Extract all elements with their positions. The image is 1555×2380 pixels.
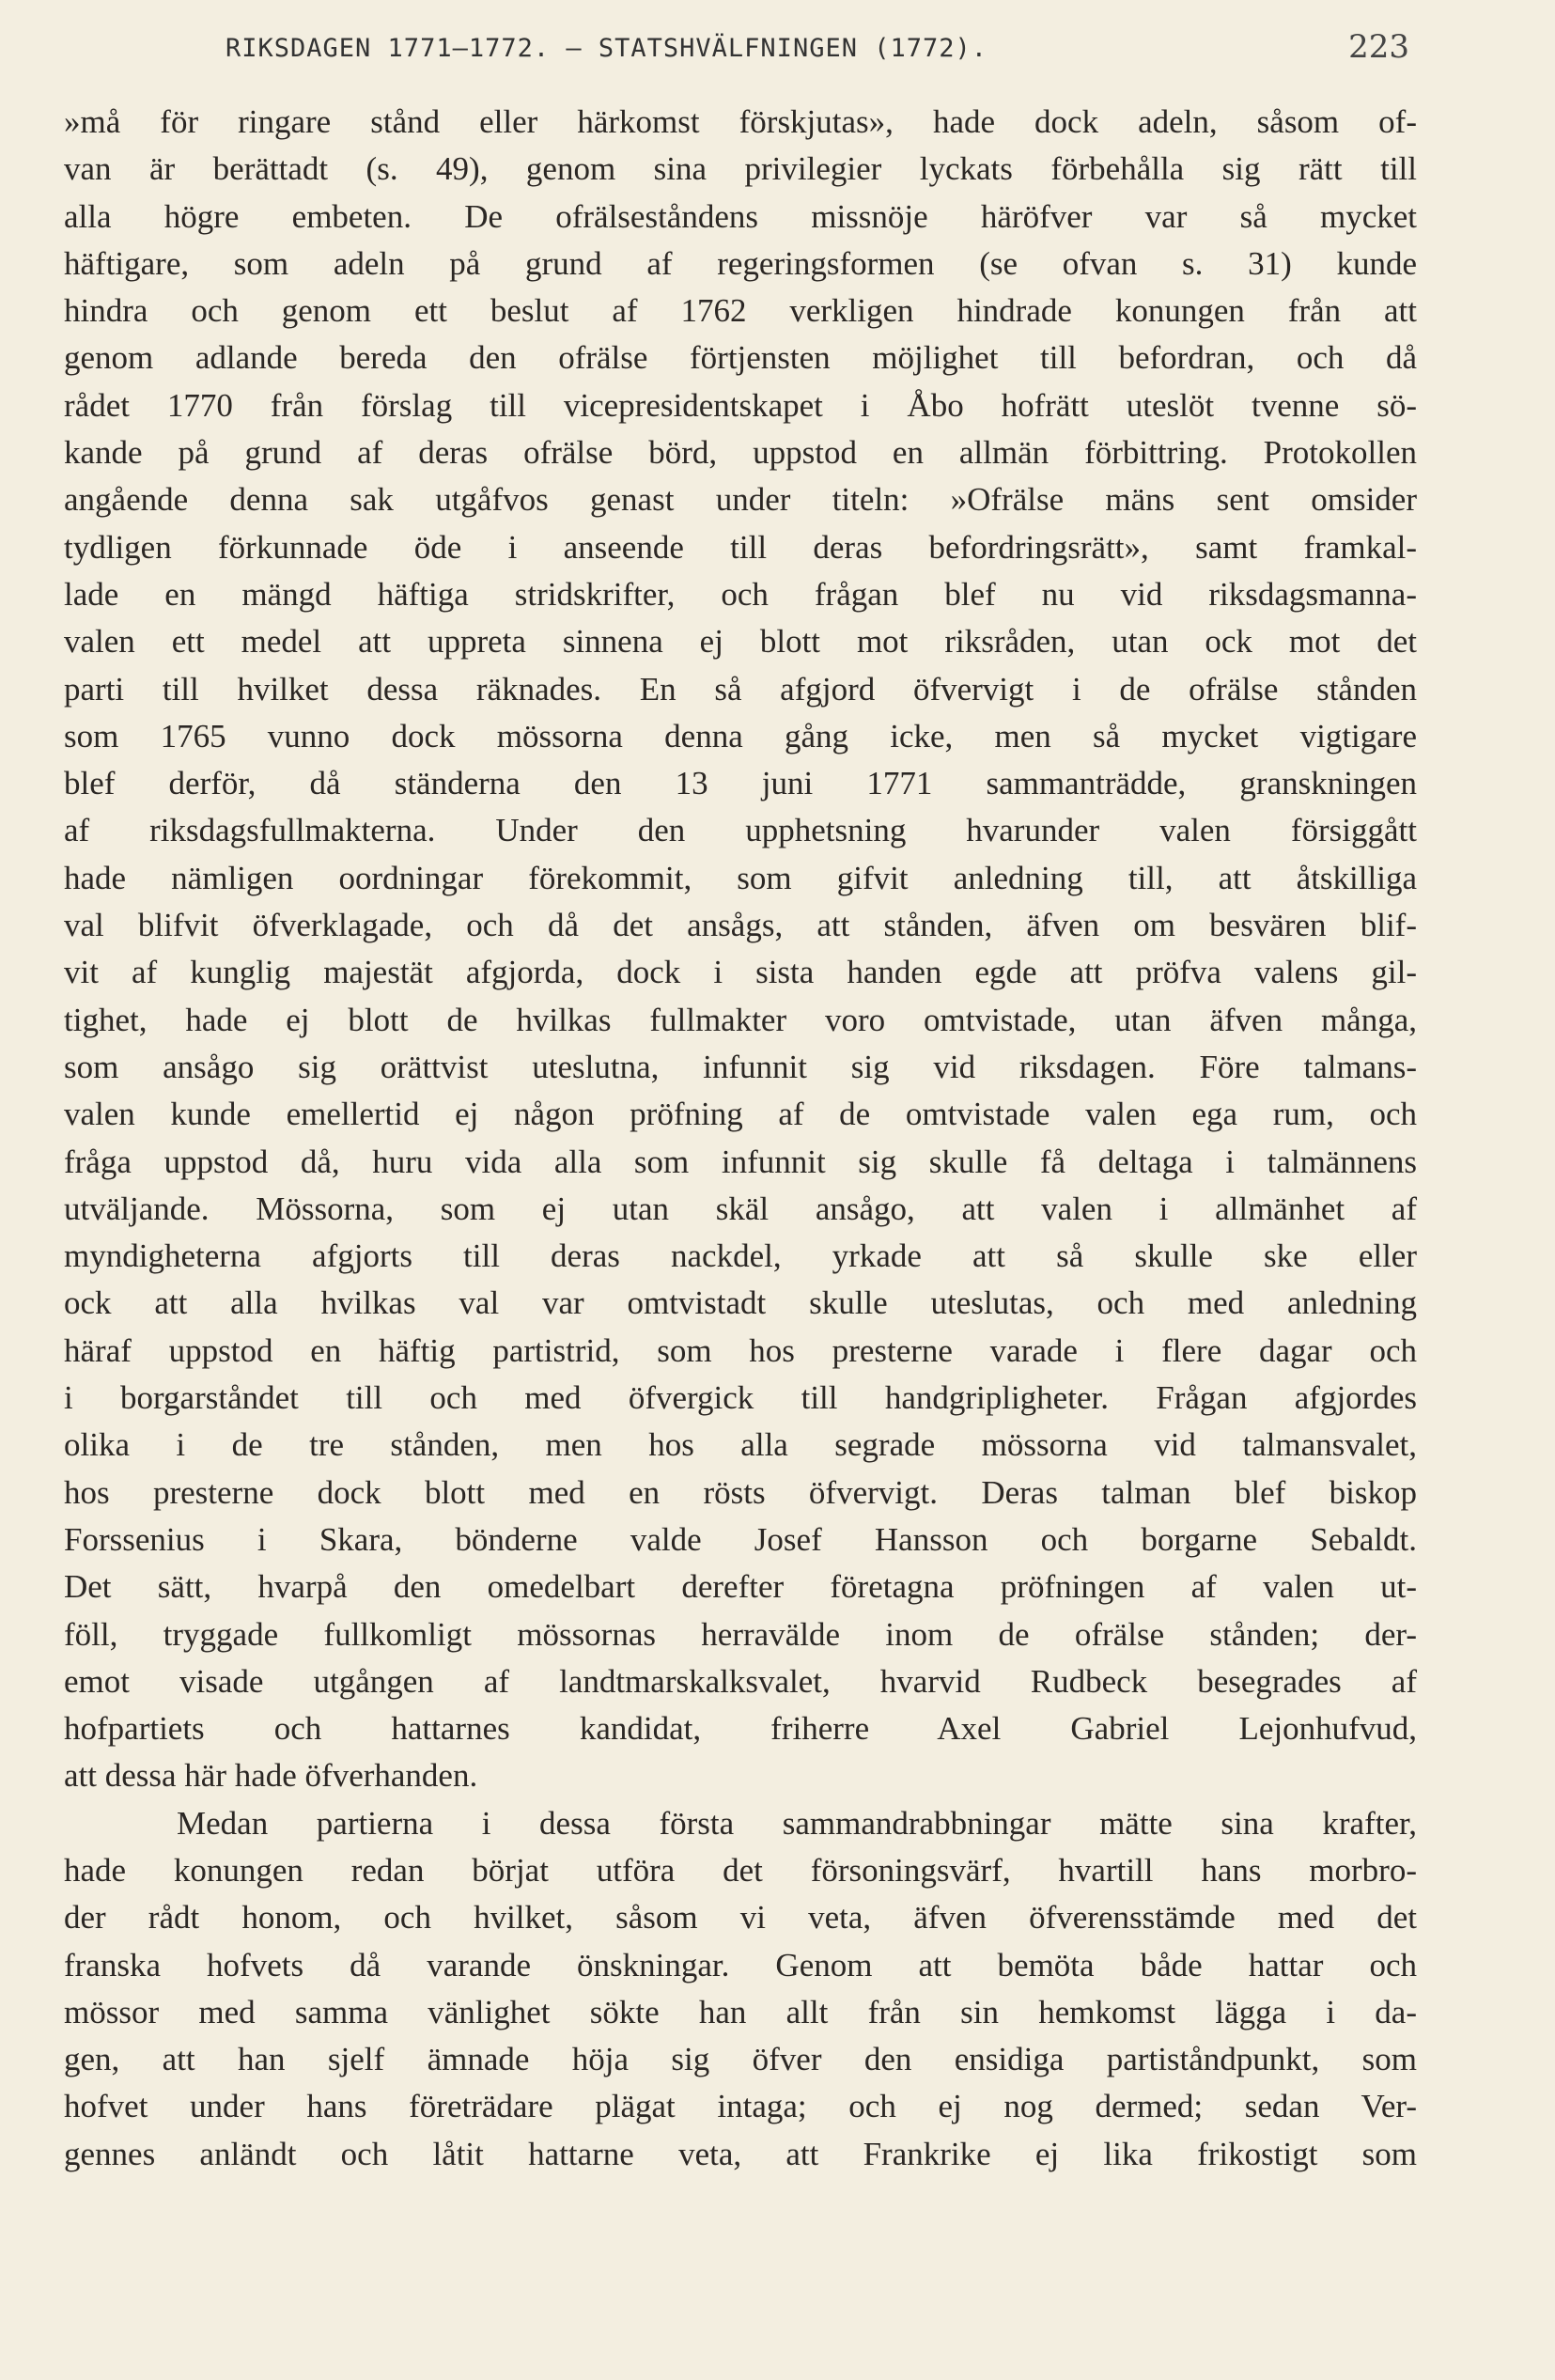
text-line: angående denna sak utgåfvos genast under titeln: »Ofrälse mäns sent omsider	[64, 481, 1417, 519]
text-line: hofvet under hans företrädare plägat intaga; och ej nog dermed; sedan Ver-	[64, 2088, 1417, 2125]
text-line: genom adlande bereda den ofrälse förtjensten möjlighet till befordran, och då	[64, 339, 1417, 377]
text-line: olika i de tre stånden, men hos alla segrade mössorna vid talmansvalet,	[64, 1426, 1417, 1464]
text-line: Medan partierna i dessa första sammandrabbningar mätte sina krafter,	[177, 1804, 1417, 1842]
text-line: valen kunde emellertid ej någon pröfning af de omtvistade valen ega rum, och	[64, 1096, 1417, 1133]
text-line: som ansågo sig orättvist uteslutna, infunnit sig vid riksdagen. Före talmans-	[64, 1048, 1417, 1085]
running-head	[66, 28, 1409, 75]
running-title: RIKSDAGEN 1771—1772. — STATSHVÄLFNINGEN (1772).	[225, 34, 988, 63]
text-line: blef derför, då ständerna den 13 juni 1771 sammanträdde, granskningen	[64, 765, 1417, 802]
text-line: valen ett medel att uppreta sinnena ej blott mot riksråden, utan ock mot det	[64, 623, 1417, 661]
text-line: alla högre embeten. De ofrälseståndens missnöje häröfver var så mycket	[64, 197, 1417, 235]
text-line: kande på grund af deras ofrälse börd, uppstod en allmän förbittring. Protokollen	[64, 434, 1417, 472]
text-line: hofpartiets och hattarnes kandidat, friherre Axel Gabriel Lejonhufvud,	[64, 1710, 1417, 1748]
text-line: tighet, hade ej blott de hvilkas fullmakter voro omtvistade, utan äfven många,	[64, 1001, 1417, 1038]
text-line: utväljande. Mössorna, som ej utan skäl ansågo, att valen i allmänhet af	[64, 1190, 1417, 1227]
text-line: gennes anländt och låtit hattarne veta, att Frankrike ej lika frikostigt som	[64, 2135, 1417, 2172]
text-line: rådet 1770 från förslag till vicepresidentskapet i Åbo hofrätt uteslöt tvenne sö-	[64, 386, 1417, 424]
text-line: hade konungen redan börjat utföra det försoningsvärf, hvartill hans morbro-	[64, 1851, 1417, 1889]
text-line: hade nämligen oordningar förekommit, som gifvit anledning till, att åtskilliga	[64, 859, 1417, 896]
text-line: val blifvit öfverklagade, och då det ansågs, att stånden, äfven om besvären blif-	[64, 907, 1417, 944]
text-line: »må för ringare stånd eller härkomst förskjutas», hade dock adeln, såsom of-	[64, 103, 1417, 140]
text-line: van är berättadt (s. 49), genom sina privilegier lyckats förbehålla sig rätt till	[64, 150, 1417, 188]
text-line: franska hofvets då varande önskningar. Genom att bemöta både hattar och	[64, 1946, 1417, 1983]
text-line: gen, att han sjelf ämnade höja sig öfver den ensidiga partiståndpunkt, som	[64, 2041, 1417, 2078]
text-line: lade en mängd häftiga stridskrifter, och frågan blef nu vid riksdagsmanna-	[64, 575, 1417, 613]
text-line: ock att alla hvilkas val var omtvistadt skulle uteslutas, och med anledning	[64, 1284, 1417, 1322]
text-line: föll, tryggade fullkomligt mössornas herravälde inom de ofrälse stånden; der-	[64, 1615, 1417, 1653]
text-line: hos presterne dock blott med en rösts öfvervigt. Deras talman blef biskop	[64, 1473, 1417, 1511]
text-line: Forssenius i Skara, bönderne valde Josef Hansson och borgarne Sebaldt.	[64, 1520, 1417, 1558]
text-line: tydligen förkunnade öde i anseende till deras befordringsrätt», samt framkal-	[64, 528, 1417, 566]
text-line: vit af kunglig majestät afgjorda, dock i sista handen egde att pröfva valens gil-	[64, 954, 1417, 991]
page-number: 223	[1348, 28, 1409, 66]
text-line: fråga uppstod då, huru vida alla som infunnit sig skulle få deltaga i talmännens	[64, 1143, 1417, 1180]
text-line: myndigheterna afgjorts till deras nackdel, yrkade att så skulle ske eller	[64, 1237, 1417, 1275]
text-line: af riksdagsfullmakterna. Under den upphetsning hvarunder valen försiggått	[64, 812, 1417, 849]
text-line: häftigare, som adeln på grund af regeringsformen (se ofvan s. 31) kunde	[64, 244, 1417, 282]
text-line: der rådt honom, och hvilket, såsom vi veta, äfven öfverensstämde med det	[64, 1899, 1417, 1937]
text-line: häraf uppstod en häftig partistrid, som hos presterne varade i flere dagar och	[64, 1331, 1417, 1369]
text-line: Det sätt, hvarpå den omedelbart derefter företagna pröfningen af valen ut-	[64, 1568, 1417, 1606]
text-line: emot visade utgången af landtmarskalksvalet, hvarvid Rudbeck besegrades af	[64, 1662, 1417, 1700]
text-line: som 1765 vunno dock mössorna denna gång icke, men så mycket vigtigare	[64, 717, 1417, 754]
text-line: hindra och genom ett beslut af 1762 verkligen hindrade konungen från att	[64, 292, 1417, 330]
text-line: parti till hvilket dessa räknades. En så afgjord öfvervigt i de ofrälse stånden	[64, 670, 1417, 708]
body-text	[64, 99, 1417, 2178]
text-line: i borgarståndet till och med öfvergick till handgripligheter. Frågan afgjordes	[64, 1379, 1417, 1417]
text-line: att dessa här hade öfverhanden.	[64, 1757, 478, 1795]
text-line: mössor med samma vänlighet sökte han allt från sin hemkomst lägga i da-	[64, 1993, 1417, 2030]
